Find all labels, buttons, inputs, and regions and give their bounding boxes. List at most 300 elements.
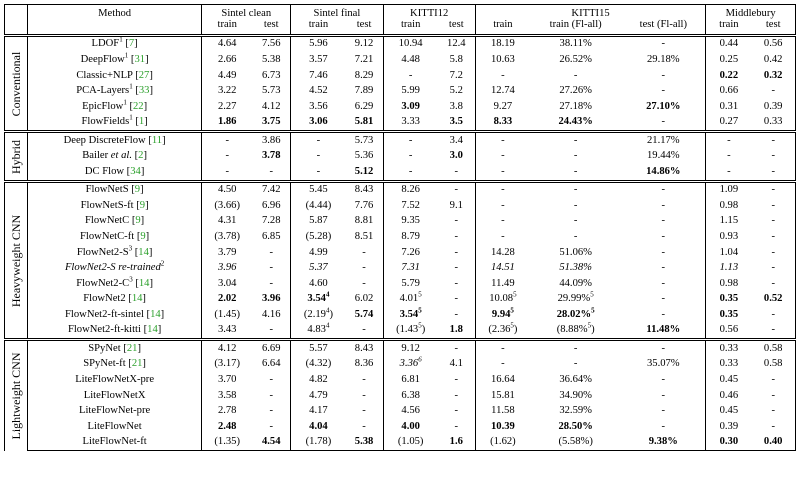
data-cell: - <box>346 372 384 388</box>
subheader: train <box>308 19 329 30</box>
data-cell: 4.17 <box>309 405 328 417</box>
group-label-text: Conventional <box>9 51 23 116</box>
method-name: LiteFlowNetX-pre <box>75 373 155 385</box>
data-cell: 3.33 <box>401 116 420 128</box>
data-cell: (2.19$^4$) <box>303 306 333 320</box>
method-name-cell: FlowNet2-ft-sintel [14] <box>28 307 202 323</box>
data-cell: - <box>252 276 291 292</box>
dataset-header-kitti15: KITTI15 <box>475 5 706 21</box>
data-cell: - <box>751 261 795 277</box>
subheader: train <box>493 19 513 30</box>
table-row <box>5 245 796 261</box>
data-cell: 27.18% <box>559 100 592 112</box>
method-name: LDOF <box>91 38 120 50</box>
data-cell: - <box>751 419 795 435</box>
data-cell: 7.31 <box>401 262 420 274</box>
data-cell: - <box>751 388 795 404</box>
data-cell: 9.94$^5$ <box>491 306 514 320</box>
data-cell: - <box>727 165 731 177</box>
data-cell: 2.27 <box>217 100 237 112</box>
citation-link[interactable]: 14 <box>131 293 143 305</box>
table-row <box>5 307 796 323</box>
method-name-cell: Deep DiscreteFlow [11] <box>28 132 202 149</box>
data-cell: 6.69 <box>252 340 291 357</box>
data-cell: - <box>316 165 321 177</box>
data-cell: - <box>751 323 795 340</box>
data-cell: 0.98 <box>719 199 739 211</box>
data-cell: 3.54$^4$ <box>307 290 330 305</box>
data-cell: - <box>573 69 578 81</box>
data-cell: 3.56 <box>309 100 328 112</box>
data-cell: 38.11% <box>530 36 621 53</box>
data-cell: 1.04 <box>719 246 739 258</box>
group-label <box>5 340 28 451</box>
table-row <box>5 357 796 373</box>
data-cell: 3.57 <box>309 54 328 66</box>
data-cell: 5.36 <box>346 149 384 165</box>
data-cell: 3.0 <box>438 149 476 165</box>
data-cell: - <box>316 150 321 162</box>
data-cell: 5.73 <box>252 84 291 100</box>
data-cell: - <box>621 276 705 292</box>
data-cell: - <box>346 404 384 420</box>
data-cell: 0.45 <box>719 405 739 417</box>
data-cell: 3.54$^5$ <box>399 306 422 320</box>
data-cell: 0.39 <box>751 99 795 115</box>
data-cell: 5.12 <box>346 164 384 181</box>
data-cell: 0.33 <box>706 340 752 357</box>
data-cell: - <box>438 388 476 404</box>
data-cell: - <box>291 132 346 149</box>
data-cell: (1.43$^5$) <box>396 321 426 336</box>
data-cell: 35.07% <box>621 357 705 373</box>
data-cell: 0.66 <box>719 85 739 97</box>
citation-link[interactable]: 7 <box>128 38 135 50</box>
citation-link[interactable]: 14 <box>147 324 158 336</box>
table-row <box>5 276 796 292</box>
data-cell: 4.52 <box>309 85 328 97</box>
data-cell: - <box>751 149 795 165</box>
data-cell: 6.85 <box>252 230 291 246</box>
method-name-cell: FlowNetS-ft [9] <box>28 198 202 214</box>
data-cell: 4.01$^5$ <box>399 290 422 305</box>
data-cell: - <box>751 404 795 420</box>
data-cell: - <box>751 276 795 292</box>
data-cell: - <box>621 198 705 214</box>
method-footnote: 2 <box>160 259 165 268</box>
group-label <box>5 181 28 339</box>
table-row <box>5 115 796 132</box>
data-cell: - <box>408 165 413 177</box>
citation-link[interactable]: 21 <box>126 342 138 354</box>
data-cell: 10.08$^5$ <box>489 290 517 305</box>
data-cell: 5.99 <box>401 85 420 97</box>
data-cell: 7.76 <box>346 198 384 214</box>
citation-link[interactable]: 14 <box>138 246 149 258</box>
data-cell: - <box>383 132 438 149</box>
data-cell: - <box>706 132 752 149</box>
table-row <box>5 53 796 69</box>
method-name-cell: PCA-Layers$^1$ [33] <box>28 84 202 100</box>
data-cell: (1.62) <box>475 435 530 451</box>
method-name-cell <box>28 261 202 277</box>
data-cell: 6.81 <box>401 373 420 385</box>
citation-link[interactable]: 1 <box>138 116 145 128</box>
method-name-cell: LDOF$^1$ [7] <box>28 36 202 53</box>
citation-link[interactable]: 31 <box>134 54 146 66</box>
table-row <box>5 181 796 198</box>
data-cell: 8.29 <box>346 68 384 84</box>
data-cell: 3.78 <box>252 149 291 165</box>
data-cell: 21.17% <box>621 132 705 149</box>
data-cell: 9.35 <box>401 215 420 227</box>
subheader: test <box>751 20 795 36</box>
table-row <box>5 230 796 246</box>
data-cell: 6.29 <box>346 99 384 115</box>
dataset-header-sintel-final: Sintel final <box>291 5 383 21</box>
data-cell: - <box>346 388 384 404</box>
citation-link[interactable]: 9 <box>135 215 141 227</box>
method-name-cell <box>28 419 202 435</box>
method-name-cell: Bailer et al. [2] <box>28 149 202 165</box>
citation-link[interactable]: 9 <box>139 199 146 211</box>
data-cell: 8.81 <box>346 214 384 230</box>
data-cell: 0.98 <box>719 277 739 289</box>
table-row <box>5 68 796 84</box>
method-name-cell: $FlowNet2-S^3$ [14] <box>28 245 202 261</box>
data-cell: - <box>573 199 578 211</box>
data-cell: 3.79 <box>217 246 237 258</box>
data-cell: - <box>346 419 384 435</box>
group-label-text: Lightweight CNN <box>9 352 23 440</box>
data-cell: 9.38% <box>621 435 705 451</box>
method-header: Method <box>28 5 202 21</box>
citation-link[interactable]: 11 <box>151 134 163 146</box>
data-cell: 2.02 <box>217 293 237 305</box>
data-cell: 4.12 <box>202 340 252 357</box>
data-cell: 2.78 <box>217 405 237 417</box>
subheader: train (Fl-all) <box>549 19 602 30</box>
table-row <box>5 261 796 277</box>
data-cell: 4.99 <box>309 246 328 258</box>
citation-link[interactable]: 14 <box>150 308 161 320</box>
data-cell: 0.93 <box>719 231 739 243</box>
data-cell: - <box>621 245 705 261</box>
data-cell: - <box>346 261 384 277</box>
data-cell: 4.82 <box>309 373 328 385</box>
data-cell: - <box>501 165 505 177</box>
data-cell: - <box>751 214 795 230</box>
table-row <box>5 340 796 357</box>
data-cell: 3.70 <box>217 373 237 385</box>
data-cell: 5.74 <box>346 307 384 323</box>
data-cell: (5.58%) <box>530 435 621 451</box>
data-cell: 0.56 <box>719 324 739 336</box>
data-cell: 5.45 <box>291 181 346 198</box>
table-row <box>5 84 796 100</box>
method-name: FlowNet2-C <box>76 277 130 289</box>
data-cell: 14.86% <box>621 164 705 181</box>
data-cell: - <box>438 404 476 420</box>
data-cell: - <box>438 181 476 198</box>
data-cell: 8.36 <box>346 357 384 373</box>
data-cell: 4.1 <box>438 357 476 373</box>
data-cell: 8.51 <box>346 230 384 246</box>
data-cell: - <box>438 276 476 292</box>
data-cell: - <box>573 358 578 370</box>
data-cell: 7.89 <box>346 84 384 100</box>
data-cell: - <box>621 181 705 198</box>
data-cell: 3.06 <box>309 116 328 128</box>
data-cell: - <box>501 215 505 227</box>
subheader: test <box>346 20 384 36</box>
data-cell: - <box>621 84 705 100</box>
data-cell: 8.43 <box>346 181 384 198</box>
data-cell: 3.4 <box>438 132 476 149</box>
data-cell: - <box>621 261 705 277</box>
data-cell: 7.26 <box>401 246 420 258</box>
data-cell: 0.33 <box>751 115 795 132</box>
dataset-header-middlebury: Middlebury <box>706 5 796 21</box>
data-cell: 29.18% <box>621 53 705 69</box>
data-cell: 5.2 <box>438 84 476 100</box>
data-cell: (3.66) <box>214 199 241 211</box>
data-cell: - <box>252 372 291 388</box>
method-name: FlowNet2 <box>83 293 126 305</box>
data-cell: - <box>408 69 413 81</box>
data-cell: - <box>621 230 705 246</box>
data-cell: 3.86 <box>252 132 291 149</box>
group-label-text: Hybrid <box>9 139 23 174</box>
data-cell: - <box>408 150 413 162</box>
data-cell: - <box>346 276 384 292</box>
data-cell: 1.09 <box>706 181 752 198</box>
data-cell: 18.19 <box>475 36 530 53</box>
table-row <box>5 292 796 308</box>
data-cell: 3.22 <box>217 85 237 97</box>
data-cell: - <box>501 69 505 81</box>
data-cell: - <box>438 372 476 388</box>
method-name-cell <box>28 435 202 451</box>
data-cell: 0.42 <box>751 53 795 69</box>
data-cell: (1.45) <box>214 308 241 320</box>
table-row <box>5 132 796 149</box>
citation-link[interactable]: 21 <box>131 358 143 370</box>
optical-flow-results-table <box>4 4 796 451</box>
method-name: EpicFlow <box>82 100 124 112</box>
data-cell: 51.38% <box>559 262 592 274</box>
method-name: SPyNet <box>88 342 121 354</box>
data-cell: 1.86 <box>217 116 237 128</box>
data-cell: 29.99%$^5$ <box>557 290 594 305</box>
subheader: test (Fl-all) <box>621 20 705 36</box>
data-cell: 0.33 <box>719 358 739 370</box>
data-cell: 26.52% <box>559 54 592 66</box>
citation-link[interactable]: 2 <box>138 150 144 162</box>
data-cell: - <box>438 164 476 181</box>
method-name-cell <box>28 404 202 420</box>
data-cell: 5.38 <box>346 435 384 451</box>
data-cell: - <box>438 245 476 261</box>
data-cell: 6.38 <box>401 389 420 401</box>
dataset-header-sintel-clean: Sintel clean <box>202 5 291 21</box>
data-cell: 6.02 <box>346 292 384 308</box>
method-name-cell: Classic+NLP [27] <box>28 68 202 84</box>
data-cell: 3.5 <box>438 115 476 132</box>
data-cell: 0.31 <box>719 100 739 112</box>
data-cell: 3.04 <box>217 277 237 289</box>
data-cell: 1.15 <box>719 215 739 227</box>
data-cell: 0.40 <box>751 435 795 451</box>
data-cell: 14.51 <box>490 262 515 274</box>
data-cell: - <box>438 419 476 435</box>
data-cell: 0.58 <box>751 357 795 373</box>
citation-link[interactable]: 27 <box>138 69 150 81</box>
subheader: train <box>217 19 237 30</box>
method-footnote: 1 <box>124 51 129 60</box>
data-cell: 0.30 <box>706 435 752 451</box>
method-footnote: 3 <box>129 275 133 284</box>
data-cell: 2.48 <box>217 420 237 432</box>
data-cell: - <box>438 214 476 230</box>
data-cell: 5.8 <box>438 53 476 69</box>
group-label <box>5 132 28 182</box>
data-cell: 4.16 <box>252 307 291 323</box>
data-cell: - <box>346 323 384 340</box>
data-cell: - <box>621 340 705 357</box>
data-cell: - <box>252 245 291 261</box>
data-cell: 5.81 <box>346 115 384 132</box>
method-name: FlowFields <box>81 116 130 128</box>
citation-link[interactable]: 33 <box>138 85 150 97</box>
citation-link[interactable]: 34 <box>130 165 141 177</box>
data-cell: 0.56 <box>751 36 795 53</box>
data-cell: - <box>225 150 229 162</box>
data-cell: - <box>501 231 505 243</box>
subheader: train <box>400 19 421 30</box>
data-cell: 4.12 <box>252 99 291 115</box>
data-cell: - <box>751 84 795 100</box>
data-cell: 6.96 <box>252 198 291 214</box>
data-cell: 3.36$^6$ <box>399 355 422 370</box>
citation-link[interactable]: 9 <box>140 231 146 243</box>
data-cell: - <box>346 245 384 261</box>
data-cell: 5.96 <box>291 36 346 53</box>
citation-link[interactable]: 14 <box>138 277 150 289</box>
data-cell: 4.79 <box>309 389 328 401</box>
data-cell: - <box>621 388 705 404</box>
data-cell: - <box>751 230 795 246</box>
data-cell: 4.04 <box>309 420 328 432</box>
data-cell: 5.57 <box>291 340 346 357</box>
data-cell: 4.50 <box>202 181 252 198</box>
subheader: train <box>719 19 739 30</box>
method-name-cell <box>28 372 202 388</box>
data-cell: 2.66 <box>217 54 237 66</box>
citation-link[interactable]: 9 <box>134 184 141 196</box>
data-cell: 0.39 <box>719 420 739 432</box>
data-cell: 10.94 <box>383 36 438 53</box>
data-cell: 0.58 <box>751 340 795 357</box>
data-cell: 0.25 <box>719 54 739 66</box>
data-cell: 7.52 <box>401 199 420 211</box>
citation-link[interactable]: 22 <box>133 100 144 112</box>
method-name: FlowNet2-S <box>76 246 129 258</box>
data-cell: - <box>501 199 505 211</box>
data-cell: 12.74 <box>490 85 515 97</box>
table-row <box>5 99 796 115</box>
method-name-cell: EpicFlow$^1$ [22] <box>28 99 202 115</box>
method-name: LiteFlowNet <box>87 420 142 432</box>
table-row <box>5 404 796 420</box>
data-cell: - <box>252 388 291 404</box>
data-cell: - <box>751 307 795 323</box>
data-cell: 9.1 <box>438 198 476 214</box>
data-cell: - <box>252 164 291 181</box>
subheader: test <box>438 20 476 36</box>
method-name: FlowNet2-S re-trained <box>64 262 161 274</box>
data-cell: 51.06% <box>559 246 592 258</box>
data-cell: - <box>621 404 705 420</box>
data-cell: (3.78) <box>214 231 241 243</box>
data-cell: - <box>475 132 530 149</box>
method-footnote: 3 <box>128 244 133 253</box>
data-cell: 10.39 <box>490 420 515 432</box>
data-cell: 9.12 <box>346 36 384 53</box>
data-cell: - <box>621 36 705 53</box>
data-cell: - <box>621 214 705 230</box>
method-name: LiteFlowNet-pre <box>79 405 151 417</box>
method-name: PCA-Layers <box>76 85 130 97</box>
method-name-cell: FlowNetS [9] <box>28 181 202 198</box>
data-cell: 16.64 <box>490 373 515 385</box>
method-name: FlowNet2-ft-kitti <box>67 324 141 336</box>
table-row <box>5 214 796 230</box>
data-cell: - <box>751 132 795 149</box>
data-cell: 1.13 <box>719 262 739 274</box>
method-name: FlowNet2-ft-sintel <box>65 308 144 320</box>
method-name-cell <box>28 388 202 404</box>
data-cell: 5.87 <box>309 215 328 227</box>
data-cell: - <box>573 231 578 243</box>
data-cell: - <box>252 404 291 420</box>
method-name-cell: $FlowNet2-C^3$ [14] <box>28 276 202 292</box>
data-cell: 4.54 <box>252 435 291 451</box>
method-name: SPyNet-ft <box>83 358 126 370</box>
method-name: FlowNetS-ft <box>80 199 134 211</box>
data-cell: 4.00 <box>401 420 420 432</box>
method-name: Bailer et al. <box>82 150 132 162</box>
data-cell: - <box>438 292 476 308</box>
data-cell: 0.35 <box>719 293 739 305</box>
data-cell: (2.36$^5$) <box>488 321 518 336</box>
method-name: DC Flow <box>84 165 125 177</box>
method-name: FlowNetS <box>85 184 129 196</box>
data-cell: 0.45 <box>719 373 739 385</box>
data-cell: (5.28) <box>305 231 332 243</box>
method-footnote: 1 <box>123 98 127 107</box>
data-cell: 28.50% <box>558 420 593 432</box>
data-cell: 7.28 <box>252 214 291 230</box>
data-cell: 9.12 <box>383 340 438 357</box>
data-cell: 3.58 <box>217 389 237 401</box>
data-cell: (4.32) <box>305 358 332 370</box>
data-cell: - <box>252 261 291 277</box>
data-cell: - <box>573 165 578 177</box>
method-name: Deep DiscreteFlow <box>63 134 146 146</box>
data-cell: 7.42 <box>252 181 291 198</box>
data-cell: (8.88%$^5$) <box>556 321 595 336</box>
